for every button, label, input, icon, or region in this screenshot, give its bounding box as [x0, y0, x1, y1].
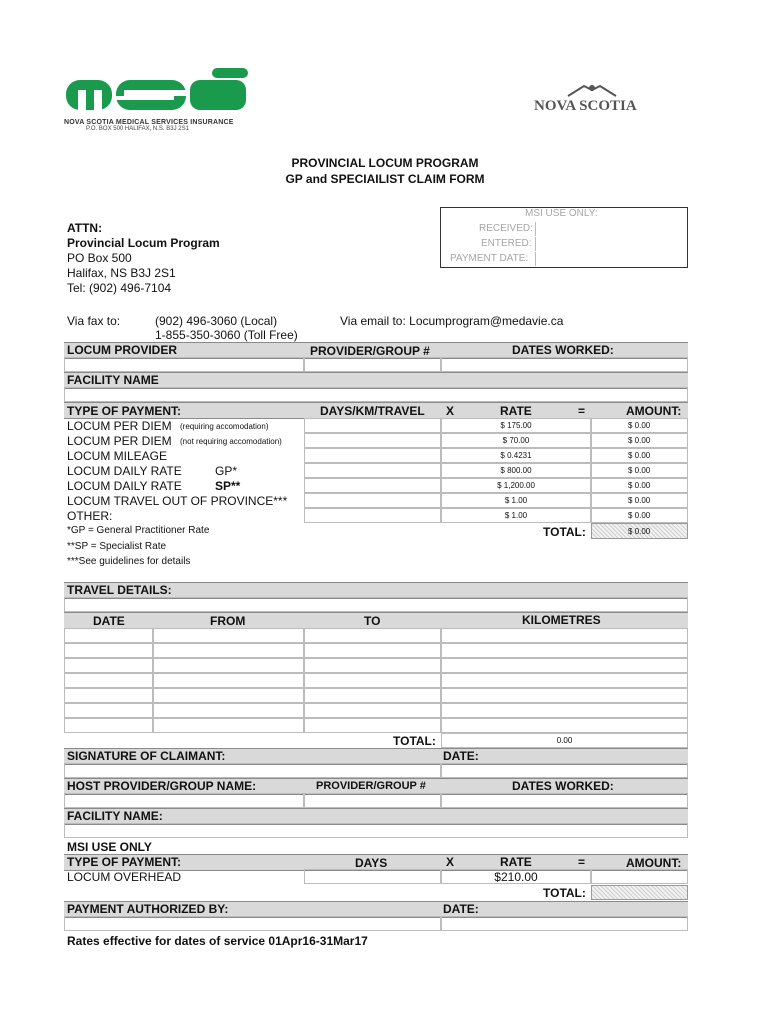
travel-cell[interactable] [64, 643, 153, 658]
amount-cell [591, 508, 688, 523]
signature-date-field[interactable] [441, 763, 688, 778]
payment-row [64, 493, 688, 508]
travel-cell[interactable] [441, 688, 688, 703]
signature-field[interactable] [64, 763, 441, 778]
equals-header: = [578, 404, 586, 418]
rate-cell [441, 478, 591, 493]
nova-scotia-logo [534, 82, 654, 112]
days-input[interactable] [304, 508, 441, 523]
amount-value: $ 0.00 [628, 511, 651, 520]
form-title-line1: PROVINCIAL LOCUM PROGRAM [291, 156, 479, 170]
rate-cell [441, 448, 591, 463]
host-provider-label: HOST PROVIDER/GROUP NAME: [67, 779, 257, 793]
travel-cell[interactable] [441, 658, 688, 673]
attn-city: Halifax, NS B3J 2S1 [67, 266, 176, 280]
entered-label: ENTERED: [481, 238, 532, 249]
payment-row-label: OTHER: [67, 509, 113, 523]
rate-value: $ 1.00 [504, 511, 528, 520]
payment-row-label: LOCUM PER DIEM [67, 419, 172, 433]
msi-eq-header: = [578, 855, 586, 869]
travel-total-label: TOTAL: [393, 734, 436, 748]
travel-cell[interactable] [64, 628, 153, 643]
travel-cell[interactable] [153, 718, 304, 733]
received-field[interactable] [535, 222, 686, 236]
attn-tel: Tel: (902) 496-7104 [67, 281, 172, 295]
rates-effective-note: Rates effective for dates of service 01Apr16-31Mar17 [67, 934, 368, 948]
overhead-rate-cell [441, 869, 591, 884]
received-label: RECEIVED: [479, 223, 533, 234]
payment-date-label: PAYMENT DATE: [450, 253, 529, 264]
travel-cell[interactable] [441, 673, 688, 688]
ns-crest-icon [564, 82, 624, 98]
host-group-field[interactable] [304, 793, 441, 808]
msi-only-heading: MSI USE ONLY [67, 840, 152, 854]
payment-row [64, 463, 688, 478]
rate-value: $ 800.00 [500, 466, 532, 475]
travel-total-value [441, 733, 688, 748]
provider-group-field[interactable] [304, 357, 441, 372]
travel-cell[interactable] [64, 718, 153, 733]
msi-type-header: TYPE OF PAYMENT: [67, 855, 182, 869]
overhead-amount-field[interactable] [591, 869, 688, 884]
ns-wordmark: NOVA SCOTIA [534, 98, 637, 114]
amount-value: $ 0.00 [628, 481, 651, 490]
msi-total-label: TOTAL: [543, 886, 586, 900]
attn-label: ATTN: [67, 221, 103, 235]
amount-value: $ 0.00 [628, 466, 651, 475]
attn-block [67, 221, 220, 296]
payment-row [64, 508, 688, 523]
days-input[interactable] [304, 433, 441, 448]
host-provider-field[interactable] [64, 793, 304, 808]
days-input[interactable] [304, 478, 441, 493]
travel-cell[interactable] [153, 643, 304, 658]
msi-amount-header: AMOUNT: [626, 856, 682, 870]
host-facility-field[interactable] [64, 823, 688, 838]
fax-local: (902) 496-3060 (Local) [155, 314, 278, 328]
rate-header: RATE [500, 404, 532, 418]
travel-cell[interactable] [304, 688, 441, 703]
amount-cell [591, 418, 688, 433]
travel-cell[interactable] [441, 643, 688, 658]
amount-value: $ 0.00 [628, 496, 651, 505]
footnote-sp: **SP = Specialist Rate [67, 541, 167, 552]
amount-value: $ 0.00 [628, 421, 651, 430]
overhead-days-field[interactable] [304, 869, 441, 884]
travel-cell[interactable] [304, 703, 441, 718]
amount-header: AMOUNT: [626, 404, 682, 418]
payment-row-label: LOCUM DAILY RATE [67, 479, 182, 493]
entered-field[interactable] [535, 237, 686, 251]
amount-value: $ 0.00 [628, 451, 651, 460]
overhead-rate-value: $210.00 [494, 870, 538, 884]
amount-value: $ 0.00 [628, 436, 651, 445]
form-title-line2: GP and SPECIAILIST CLAIM FORM [285, 172, 485, 186]
locum-provider-label: LOCUM PROVIDER [67, 343, 178, 357]
host-dates-label: DATES WORKED: [512, 779, 614, 793]
footnote-see: ***See guidelines for details [67, 556, 191, 567]
travel-cell[interactable] [153, 703, 304, 718]
locum-provider-field[interactable] [64, 357, 304, 372]
msi-rate-header: RATE [500, 855, 532, 869]
amount-cell [591, 493, 688, 508]
payment-row [64, 433, 688, 448]
travel-cell[interactable] [304, 643, 441, 658]
attn-po-box: PO Box 500 [67, 251, 132, 265]
travel-cell[interactable] [153, 688, 304, 703]
host-facility-label: FACILITY NAME: [67, 809, 163, 823]
payment-row-label: LOCUM PER DIEM [67, 434, 172, 448]
msi-wordmark-icon [64, 68, 254, 114]
authorized-date-field[interactable] [441, 916, 688, 931]
payment-row-note: (requiring accomodation) [180, 422, 269, 431]
msi-days-header: DAYS [355, 856, 388, 870]
facility-name-field[interactable] [64, 387, 688, 402]
rate-value: $ 1,200.00 [497, 481, 535, 490]
msi-total-field [591, 885, 688, 900]
travel-total-text: 0.00 [556, 736, 573, 745]
fax-label: Via fax to: [67, 314, 121, 328]
org-address: P.O. BOX 500 HALIFAX, N.S. B3J 2S1 [86, 126, 189, 132]
other-description-input[interactable] [128, 508, 304, 523]
provider-group-label: PROVIDER/GROUP # [310, 344, 430, 358]
signature-date-label: DATE: [443, 749, 479, 763]
payment-total-value [591, 523, 688, 539]
travel-cell[interactable] [153, 673, 304, 688]
x-header: X [446, 404, 455, 418]
payment-row [64, 478, 688, 493]
msi-use-heading: MSI USE ONLY: [525, 208, 598, 219]
days-km-travel-header: DAYS/KM/TRAVEL [320, 404, 425, 418]
signature-label: SIGNATURE OF CLAIMANT: [67, 749, 226, 763]
days-input[interactable] [304, 463, 441, 478]
dates-worked-label: DATES WORKED: [512, 343, 614, 357]
locum-overhead-label: LOCUM OVERHEAD [67, 870, 182, 884]
travel-cell[interactable] [153, 628, 304, 643]
dates-worked-field[interactable] [441, 357, 688, 372]
days-input[interactable] [304, 493, 441, 508]
travel-cell[interactable] [304, 628, 441, 643]
footnote-gp: *GP = General Practitioner Rate [67, 525, 210, 536]
travel-cell[interactable] [64, 703, 153, 718]
travel-cell[interactable] [441, 628, 688, 643]
authorized-date-label: DATE: [443, 902, 479, 916]
rate-cell [441, 463, 591, 478]
amount-cell [591, 433, 688, 448]
facility-name-label: FACILITY NAME [67, 373, 159, 387]
days-input[interactable] [304, 448, 441, 463]
authorized-by-field[interactable] [64, 916, 441, 931]
payment-row [64, 448, 688, 463]
payment-authorized-label: PAYMENT AUTHORIZED BY: [67, 902, 229, 916]
rate-value: $ 0.4231 [500, 451, 532, 460]
msi-use-only-box [440, 207, 688, 268]
amount-cell [591, 478, 688, 493]
msi-logo [64, 68, 254, 138]
travel-cell[interactable] [153, 658, 304, 673]
travel-cell[interactable] [64, 673, 153, 688]
rate-value: $ 1.00 [504, 496, 528, 505]
travel-cell[interactable] [64, 688, 153, 703]
col-to: TO [364, 614, 381, 628]
payment-row-label: LOCUM MILEAGE [67, 449, 168, 463]
payment-total-label: TOTAL: [543, 525, 586, 539]
travel-cell[interactable] [64, 658, 153, 673]
rate-cell [441, 508, 591, 523]
rate-cell [441, 493, 591, 508]
payment-row-note: (not requiring accomodation) [180, 437, 282, 446]
host-dates-field[interactable] [441, 793, 688, 808]
rate-cell [441, 433, 591, 448]
email-contact: Via email to: Locumprogram@medavie.ca [340, 314, 564, 328]
col-date: DATE [93, 614, 125, 628]
type-of-payment-header: TYPE OF PAYMENT: [67, 404, 182, 418]
rate-cell [441, 418, 591, 433]
col-from: FROM [210, 614, 246, 628]
total-value-text: $ 0.00 [628, 527, 651, 536]
payment-date-field[interactable] [535, 252, 686, 266]
travel-cell[interactable] [441, 718, 688, 733]
days-input[interactable] [304, 418, 441, 433]
rate-value: $ 175.00 [500, 421, 532, 430]
col-kilometres: KILOMETRES [522, 613, 601, 627]
fax-tollfree: 1-855-350-3060 (Toll Free) [155, 328, 298, 342]
travel-details-heading: TRAVEL DETAILS: [67, 583, 172, 597]
travel-cell[interactable] [304, 658, 441, 673]
rate-value: $ 70.00 [502, 436, 530, 445]
payment-row [64, 418, 688, 433]
host-group-label: PROVIDER/GROUP # [316, 780, 426, 792]
payment-row-label: LOCUM TRAVEL OUT OF PROVINCE*** [67, 494, 288, 508]
travel-cell[interactable] [441, 703, 688, 718]
attn-program: Provincial Locum Program [67, 236, 220, 250]
travel-cell[interactable] [304, 718, 441, 733]
amount-cell [591, 463, 688, 478]
org-name: NOVA SCOTIA MEDICAL SERVICES INSURANCE [64, 119, 234, 126]
payment-row-label: LOCUM DAILY RATE [67, 464, 182, 478]
msi-x-header: X [446, 855, 455, 869]
payment-row-note: GP* [215, 464, 238, 478]
travel-spacer-row [64, 597, 688, 612]
payment-row-note: SP** [215, 479, 241, 493]
travel-cell[interactable] [304, 673, 441, 688]
amount-cell [591, 448, 688, 463]
